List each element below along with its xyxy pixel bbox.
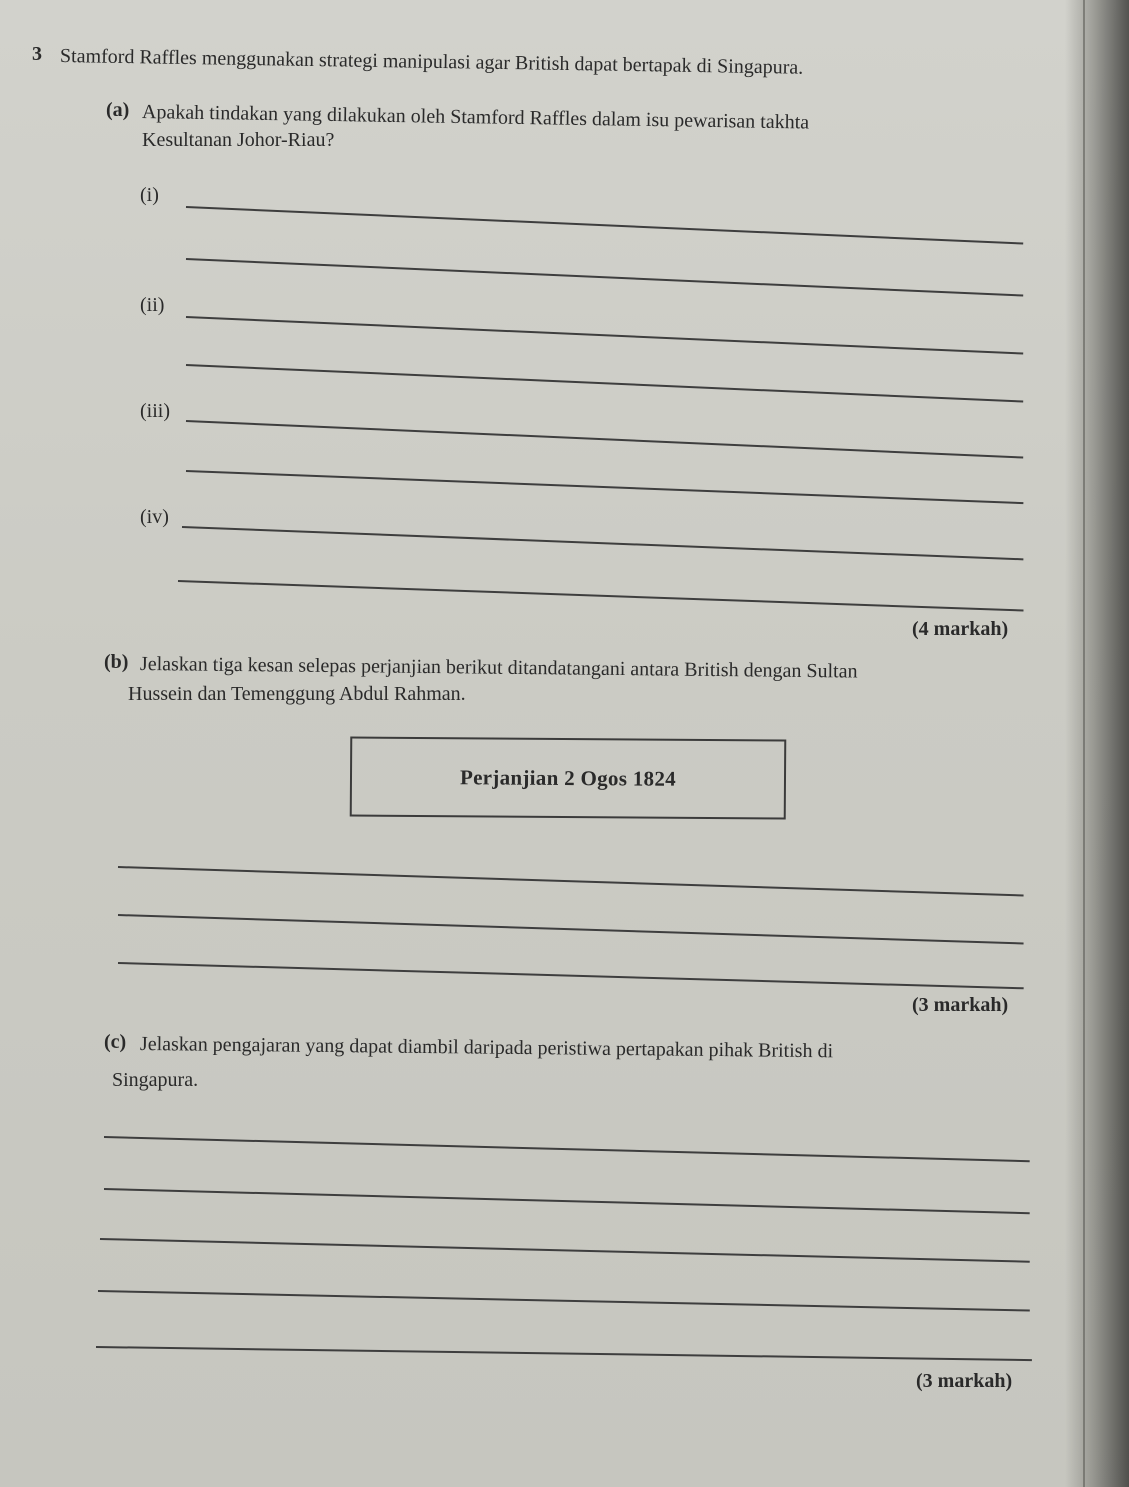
- part-b-marks: (3 markah): [912, 994, 1009, 1016]
- part-c-question-line2: Singapura.: [112, 1069, 199, 1091]
- part-a-item-iv: (iv): [140, 506, 169, 528]
- answer-line[interactable]: [98, 1290, 1030, 1312]
- answer-line[interactable]: [118, 962, 1024, 989]
- answer-line[interactable]: [118, 914, 1024, 944]
- answer-line[interactable]: [186, 470, 1023, 504]
- answer-line[interactable]: [186, 364, 1023, 403]
- answer-line[interactable]: [178, 580, 1024, 612]
- answer-line[interactable]: [186, 206, 1023, 245]
- part-a-item-iii: (iii): [140, 400, 170, 422]
- answer-line[interactable]: [104, 1136, 1030, 1162]
- part-a-item-i: (i): [140, 184, 159, 206]
- part-a-item-ii: (ii): [140, 294, 165, 316]
- part-b-question-line1: Jelaskan tiga kesan selepas perjanjian berikut ditandatangani antara British dengan Sultan: [139, 653, 858, 683]
- question-stem: Stamford Raffles menggunakan strategi manipulasi agar British dapat bertapak di Singapura.: [59, 45, 804, 79]
- answer-line[interactable]: [118, 866, 1024, 896]
- part-a-question-line2: Kesultanan Johor-Riau?: [142, 129, 335, 151]
- part-c-question-line1: Jelaskan pengajaran yang dapat diambil daripada peristiwa pertapakan pihak British di: [139, 1033, 834, 1063]
- treaty-box: [350, 736, 787, 819]
- answer-line[interactable]: [182, 526, 1023, 560]
- answer-line[interactable]: [96, 1346, 1032, 1361]
- part-c-marks: (3 markah): [916, 1370, 1013, 1392]
- page-shadow: [1065, 0, 1129, 1487]
- answer-line[interactable]: [186, 258, 1023, 297]
- part-b-question-line2: Hussein dan Temenggung Abdul Rahman.: [128, 683, 466, 705]
- part-c-label: (c): [104, 1031, 127, 1053]
- answer-line[interactable]: [104, 1188, 1030, 1214]
- question-number: 3: [32, 43, 42, 65]
- part-a-marks: (4 markah): [912, 618, 1009, 640]
- answer-line[interactable]: [186, 420, 1023, 459]
- part-a-question-line1: Apakah tindakan yang dilakukan oleh Stamford Raffles dalam isu pewarisan takhta: [141, 101, 810, 134]
- part-b-label: (b): [104, 651, 129, 673]
- treaty-box-text: Perjanjian 2 Ogos 1824: [459, 764, 677, 791]
- part-a-label: (a): [106, 99, 130, 121]
- answer-line[interactable]: [186, 316, 1023, 355]
- page-edge: [1083, 0, 1085, 1487]
- answer-line[interactable]: [100, 1238, 1030, 1263]
